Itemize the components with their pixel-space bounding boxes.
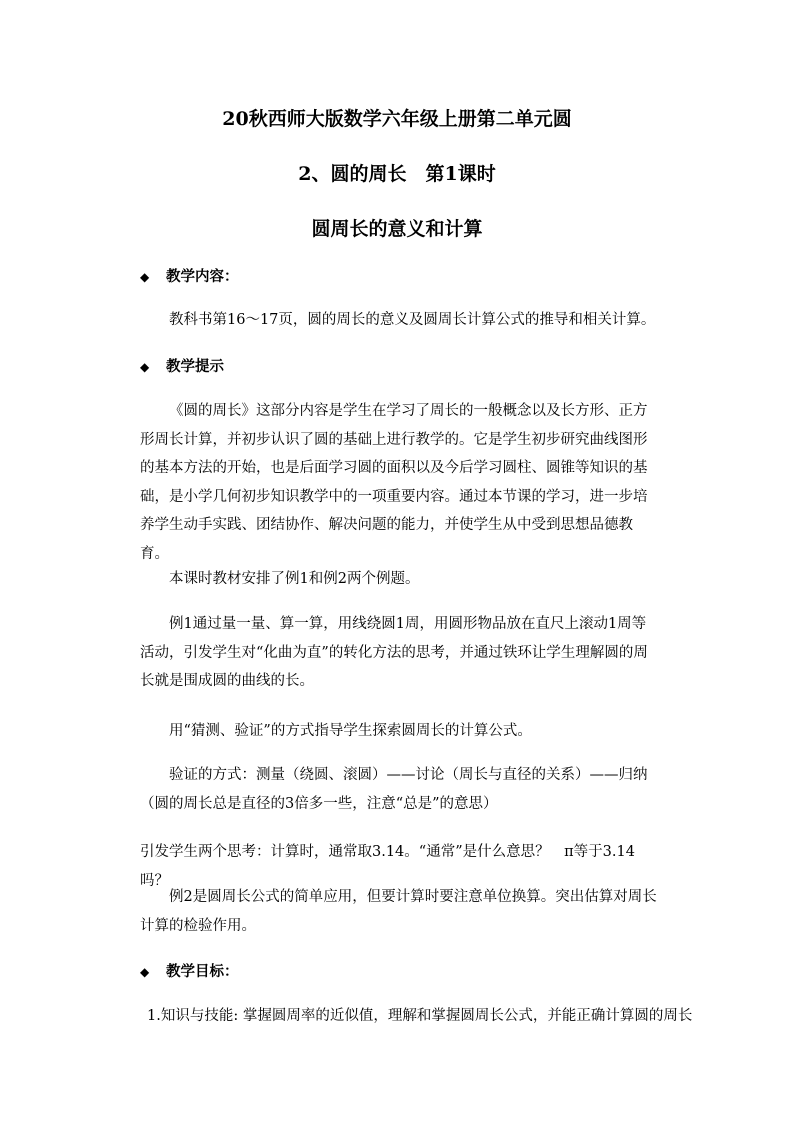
section-heading-label: 教学目标： bbox=[166, 963, 239, 980]
section-heading-content bbox=[140, 267, 239, 287]
section-heading-goals bbox=[140, 962, 239, 982]
section-heading-hint bbox=[140, 357, 224, 377]
diamond-bullet-icon: ◆ bbox=[140, 965, 150, 979]
diamond-bullet-icon: ◆ bbox=[140, 270, 150, 284]
section-heading-label: 教学内容： bbox=[166, 268, 239, 285]
diamond-bullet-icon: ◆ bbox=[140, 360, 150, 374]
section-heading-label: 教学提示 bbox=[166, 358, 224, 375]
hint-paragraph-5: 验证的方式：测量（绕圆、滚圆）——讨论（周长与直径的关系）——归纳（圆的周长总是直径的3倍多一些，注意“总是”的意思） bbox=[140, 767, 648, 812]
lesson-topic: 圆周长的意义和计算 bbox=[311, 218, 483, 240]
hint-paragraph-7: 例2是圆周长公式的简单应用，但要计算时要注意单位换算。突出估算对周长计算的检验作用。 bbox=[140, 889, 657, 934]
content-paragraph: 教科书第16～17页，圆的周长的意义及圆周长计算公式的推导和相关计算。 bbox=[169, 312, 656, 328]
goal-list-item: 1.知识与技能: 掌握圆周率的近似值，理解和掌握圆周长公式，并能正确计算圆的周长 bbox=[147, 1008, 693, 1024]
hint-paragraph-1: 《圆的周长》这部分内容是学生在学习了周长的一般概念以及长方形、正方形周长计算，并初步认识了圆的基础上进行教学的。它是学生初步研究曲线图形的基本方法的开始，也是后面学习圆的面积以及今后学习圆柱、圆锥等知识的基础，是小学几何初步知识教学中的一项重要内容。通过本节课的学习，进一步培养学生动手实践、团结协作、解决问题的能力，并使学生从中受到思想品德教育。 bbox=[140, 403, 648, 562]
hint-paragraph-6: 引发学生两个思考：计算时，通常取3.14。“通常”是什么意思？ π等于3.14吗？ bbox=[140, 844, 635, 889]
hint-paragraph-3: 例1通过量一量、算一算，用线绕圆1周，用圆形物品放在直尺上滚动1周等活动，引发学生对“化曲为直”的转化方法的思考，并通过铁环让学生理解圆的周长就是围成圆的曲线的长。 bbox=[140, 616, 648, 689]
lesson-subtitle: 2、圆的周长 第1课时 bbox=[298, 163, 496, 185]
hint-paragraph-2: 本课时教材安排了例1和例2两个例题。 bbox=[169, 571, 420, 587]
document-title: 20秋西师大版数学六年级上册第二单元圆 bbox=[222, 108, 572, 130]
hint-paragraph-4: 用“猜测、验证”的方式指导学生探索圆周长的计算公式。 bbox=[169, 723, 532, 739]
